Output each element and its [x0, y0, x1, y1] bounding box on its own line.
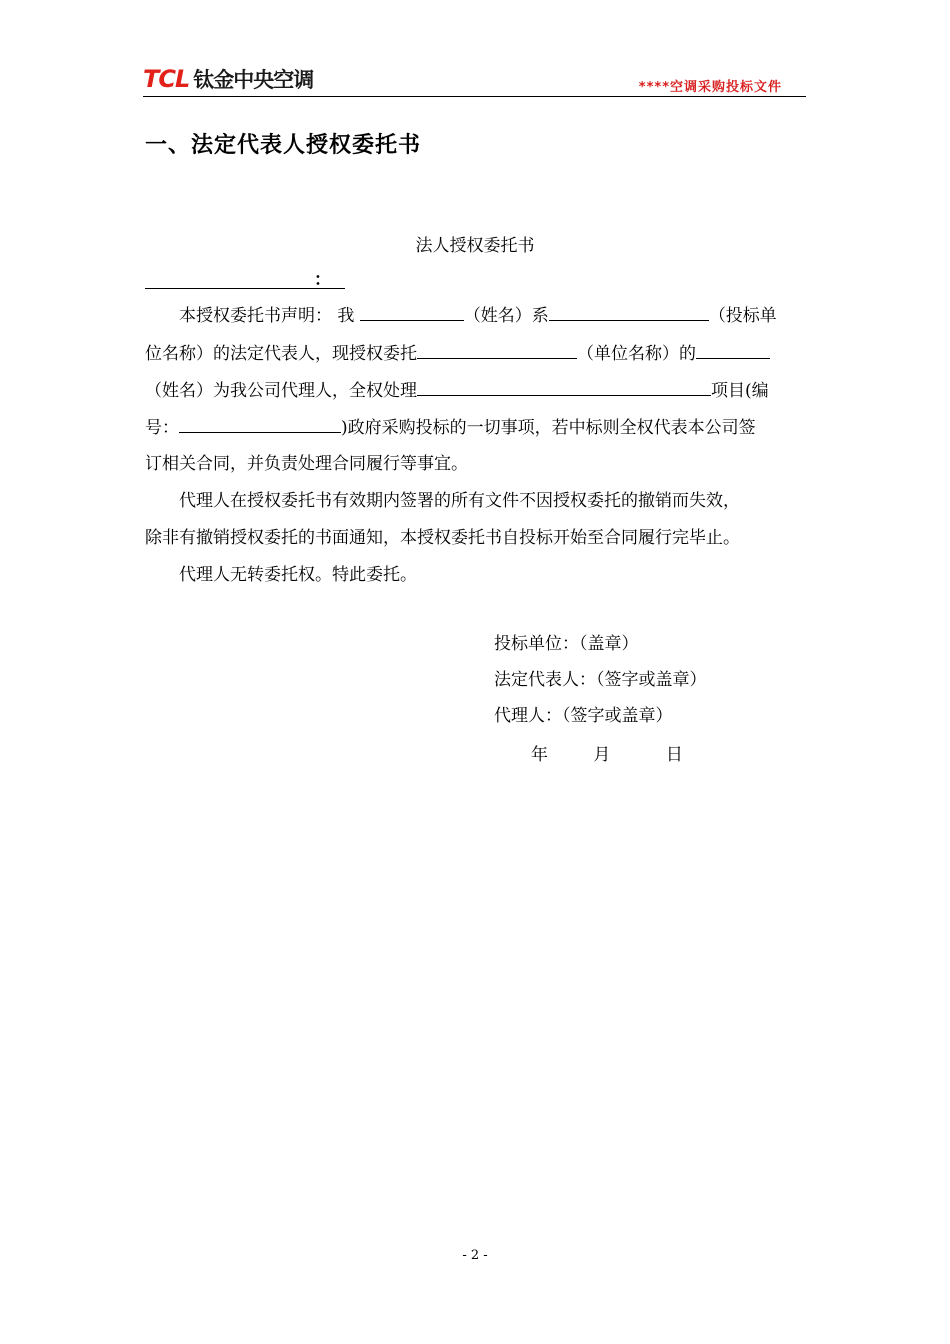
p1-text-c: （投标单	[708, 306, 777, 326]
bidder-blank	[549, 302, 709, 321]
unit-blank	[417, 340, 577, 359]
p2-text-a: 代理人在授权委托书有效期内签署的所有文件不因授权委托的撤销而失效，	[179, 491, 740, 511]
tcl-logo	[143, 66, 313, 92]
letter-title: 法人授权委托书	[415, 236, 535, 256]
date-month: 月	[593, 745, 611, 765]
p1-text-b: （姓名）系	[463, 306, 549, 326]
paragraph-1-line-3	[145, 377, 807, 403]
logo-brand: TCL	[143, 65, 190, 93]
page-header	[143, 66, 806, 97]
p1-text-f: （姓名）为我公司代理人，全权处理	[145, 381, 417, 401]
signature-agent: 代理人：（签字或盖章）	[494, 706, 673, 726]
paragraph-1-line-1	[145, 302, 807, 328]
date-day: 日	[665, 745, 683, 765]
p1-text-d: 位名称）的法定代表人，现授权委托	[145, 344, 417, 364]
paragraph-1-line-4	[145, 414, 807, 440]
addressee-blank	[145, 268, 345, 289]
agent-name-blank	[696, 340, 770, 359]
page-number: - 2 -	[462, 1248, 488, 1263]
section-heading: 一、法定代表人授权委托书	[145, 133, 422, 158]
p1-text-h: 号：	[145, 418, 179, 438]
signature-unit: 投标单位：（盖章）	[494, 634, 639, 654]
p3-text: 代理人无转委托权。特此委托。	[179, 565, 417, 585]
p1-text-i: )政府采购投标的一切事项，若中标则全权代表本公司签	[341, 418, 756, 438]
signature-legal-rep: 法定代表人：（签字或盖章）	[494, 670, 707, 690]
paragraph-3	[145, 563, 807, 587]
date-line	[531, 740, 683, 765]
project-number-blank	[179, 414, 341, 433]
paragraph-1-line-2	[145, 340, 807, 366]
date-year: 年	[531, 745, 548, 765]
logo-name: 钛金中央空调	[193, 68, 314, 92]
p2-text-b: 除非有撤销授权委托的书面通知，本授权委托书自投标开始至合同履行完毕止。	[145, 528, 740, 548]
p1-text-a: 本授权委托书声明： 我	[179, 306, 360, 326]
addressee-colon: ：	[314, 270, 331, 290]
paragraph-1-line-5	[145, 452, 807, 476]
paragraph-2-line-1	[145, 489, 807, 513]
name-blank	[360, 302, 464, 321]
project-blank	[417, 377, 711, 396]
p1-text-j: 订相关合同，并负责处理合同履行等事宜。	[145, 454, 468, 474]
p1-text-e: （单位名称）的	[577, 344, 696, 364]
header-doc-title: ****空调采购投标文件	[638, 80, 782, 95]
paragraph-2-line-2	[145, 526, 807, 550]
p1-text-g: 项目(编	[711, 381, 769, 401]
